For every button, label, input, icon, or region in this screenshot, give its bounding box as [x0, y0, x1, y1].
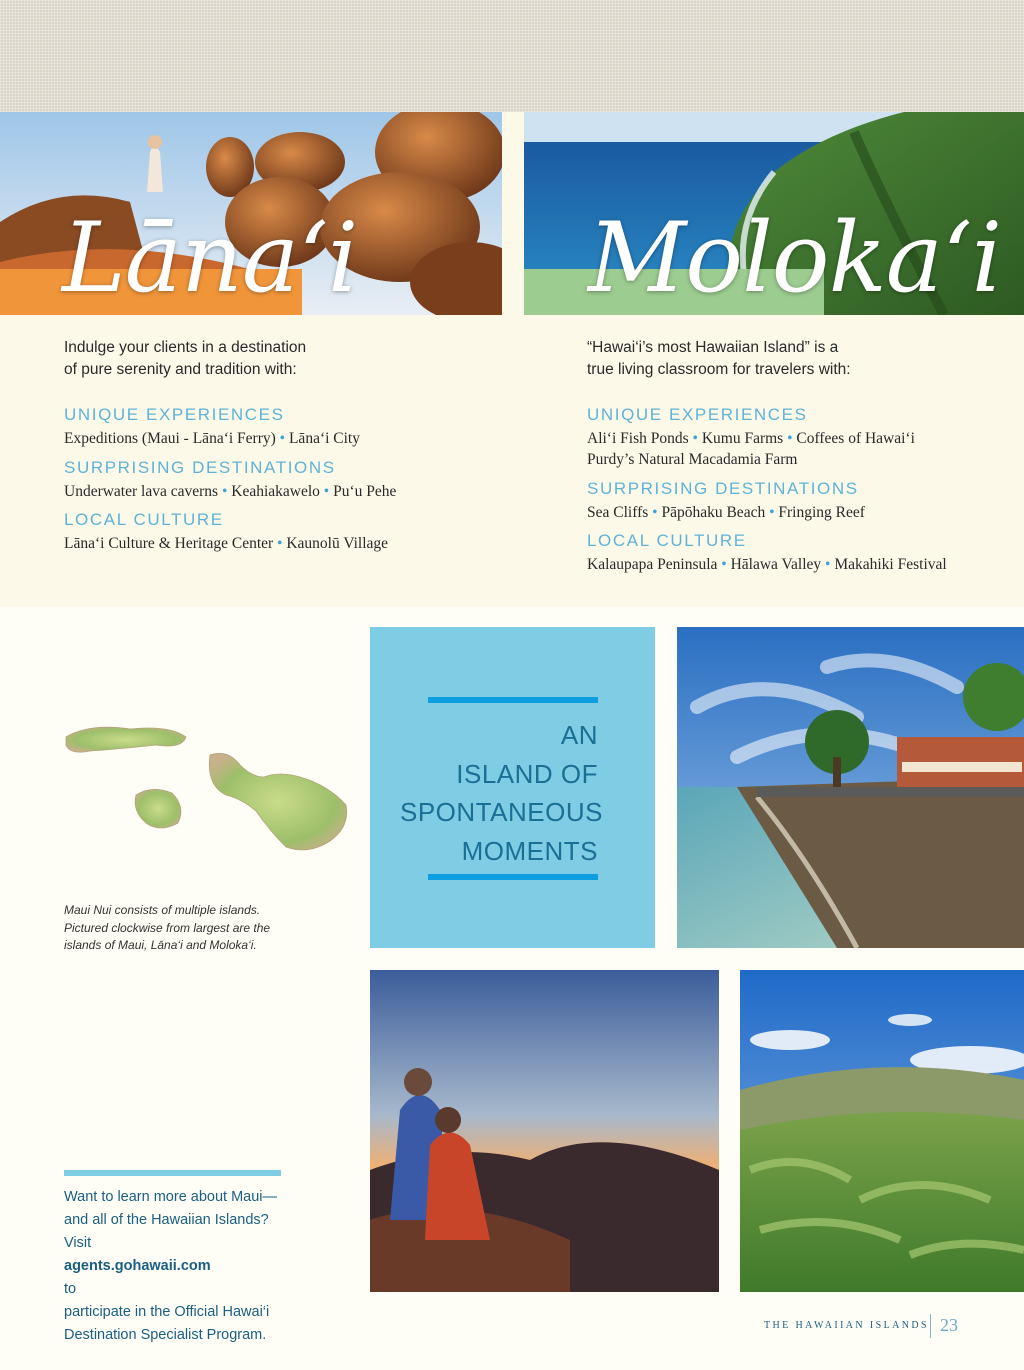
list-item: Pu‘u Pehe [333, 483, 397, 500]
list-item: Underwater lava caverns [64, 483, 219, 500]
cta-rule [64, 1170, 281, 1176]
lanai-title: Lāna‘i [62, 202, 358, 314]
caption-line: Pictured clockwise from largest are the [64, 920, 271, 935]
molokai-heading-experiences: UNIQUE EXPERIENCES [587, 405, 808, 424]
tagline-line: ISLAND OF [456, 758, 598, 789]
tagline-line: AN [560, 720, 598, 750]
molokai-intro-line: true living classroom for travelers with: [587, 361, 851, 378]
list-item: Kaunolū Village [286, 535, 389, 552]
footer-label: THE HAWAIIAN ISLANDS [764, 1320, 929, 1331]
list-item: Kalaupapa Peninsula [587, 556, 718, 573]
molokai-heading-destinations: SURPRISING DESTINATIONS [587, 479, 859, 498]
list-item: Fringing Reef [778, 504, 865, 521]
lanai-heading-culture: LOCAL CULTURE [64, 510, 224, 529]
molokai-intro [587, 337, 851, 381]
molokai-heading-culture: LOCAL CULTURE [587, 531, 747, 550]
cta-visit: Visit [64, 1235, 92, 1251]
cta-line [64, 1232, 314, 1301]
list-item: Keahiakawelo [231, 483, 320, 500]
maui-nui-map [60, 715, 355, 860]
lanai-intro-line: of pure serenity and tradition with: [64, 361, 297, 378]
list-item: Ali‘i Fish Ponds [587, 430, 689, 447]
lanai-list-culture: Lāna‘i Culture & Heritage Center • Kaunolū Village [64, 535, 389, 552]
tagline-bottom-rule [428, 874, 598, 880]
molokai-list-experiences: Ali‘i Fish Ponds • Kumu Farms • Coffees of Hawai‘i [587, 430, 915, 447]
lanai-heading-experiences: UNIQUE EXPERIENCES [64, 405, 285, 424]
molokai-intro-line: “Hawai‘i’s most Hawaiian Island” is a [587, 339, 839, 356]
sunrise-couple-photo [370, 970, 719, 1292]
molokai-list-destinations: Sea Cliffs • Pāpōhaku Beach • Fringing Reef [587, 504, 865, 521]
caption-line: Maui Nui consists of multiple islands. [64, 903, 261, 917]
tagline [400, 716, 603, 870]
cta-line: Destination Specialist Program. [64, 1327, 267, 1343]
cta-line: Want to learn more about Maui— [64, 1189, 278, 1205]
list-item: Purdy’s Natural Macadamia Farm [587, 451, 798, 468]
list-item: Makahiki Festival [834, 556, 947, 573]
lanai-intro-line: Indulge your clients in a destination [64, 339, 307, 356]
cta-link[interactable]: agents.gohawaii.com [64, 1258, 211, 1274]
lanai-list-experiences: Expeditions (Maui - Lāna‘i Ferry) • Lāna‘i City [64, 430, 360, 447]
list-item: Lāna‘i City [288, 430, 360, 447]
footer-divider [930, 1314, 931, 1338]
cta-line: and all of the Hawaiian Islands? [64, 1212, 269, 1228]
lanai-intro [64, 337, 306, 381]
molokai-title: Moloka‘i [588, 202, 1002, 314]
lanai-island-shape [135, 789, 181, 828]
maui-island-shape [209, 753, 346, 850]
list-item: Kumu Farms [701, 430, 784, 447]
lanai-heading-destinations: SURPRISING DESTINATIONS [64, 458, 336, 477]
page-number: 23 [940, 1315, 958, 1335]
green-hills-photo [740, 970, 1024, 1292]
molokai-list-culture: Kalaupapa Peninsula • Hālawa Valley • Makahiki Festival [587, 556, 947, 573]
molokai-list-experiences-cont [587, 449, 797, 470]
cta-line: participate in the Official Hawai‘i [64, 1304, 270, 1320]
list-item: Pāpōhaku Beach [661, 504, 766, 521]
tagline-top-rule [428, 697, 598, 703]
list-item: Expeditions (Maui - Lāna‘i Ferry) [64, 430, 276, 447]
molokai-island-shape [66, 727, 186, 752]
list-item: Sea Cliffs [587, 504, 649, 521]
linen-texture-header [0, 0, 1024, 112]
caption-line: islands of Maui, Lāna‘i and Moloka‘i. [64, 938, 257, 952]
waterfront-photo [677, 627, 1024, 948]
list-item: Coffees of Hawai‘i [796, 430, 915, 447]
cta-text [64, 1186, 314, 1347]
list-item: Hālawa Valley [730, 556, 822, 573]
map-caption [64, 902, 294, 955]
lanai-list-destinations: Underwater lava caverns • Keahiakawelo • Pu‘u Pehe [64, 483, 397, 500]
cta-after-link: to [64, 1281, 77, 1297]
tagline-line: MOMENTS [461, 835, 598, 866]
cream-gutter [502, 112, 524, 315]
tagline-line: SPONTANEOUS [400, 797, 603, 827]
list-item: Lāna‘i Culture & Heritage Center [64, 535, 274, 552]
